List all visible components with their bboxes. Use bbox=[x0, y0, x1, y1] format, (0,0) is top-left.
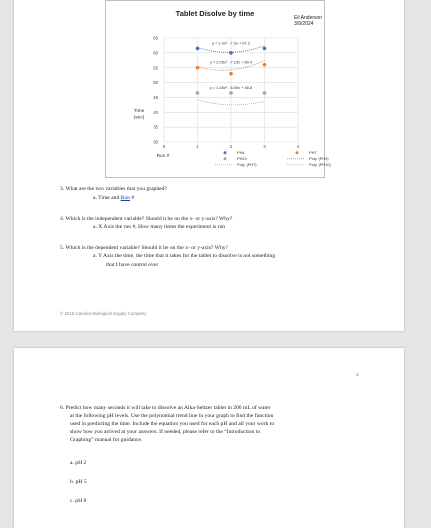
question-6-line2: at the following pH levels. Use the polynomial trend line in your graph to find the function bbox=[70, 413, 274, 419]
question-6-line3: used in predicting the time. Include the equation you used for each pH and all your work to bbox=[70, 421, 275, 427]
question-6b: b. pH 5 bbox=[70, 479, 87, 485]
question-4: 4. Which is the independent variable? Should it be on the x- or y-axis? Why? bbox=[60, 216, 233, 222]
document-page-1 bbox=[14, 0, 404, 331]
legend-marker-ph7 bbox=[296, 151, 299, 154]
x-tick-label: 4 bbox=[296, 144, 300, 149]
x-tick-label: 0 bbox=[162, 144, 166, 149]
answer-5a-line1: a. Y Axis the time, the time that it takes for the tablet to dissolve is not something bbox=[93, 253, 276, 259]
legend-label-ph4: PH4 bbox=[237, 150, 245, 155]
question-6-line4: show how you arrived at your answers. If needed, please refer to the “Introduction to bbox=[70, 429, 261, 435]
question-3: 3. What are the two variables that you graphed? bbox=[60, 186, 167, 192]
legend-trend-label-ph10: Poly. (PH10) bbox=[309, 162, 331, 167]
data-point-ph7 bbox=[263, 63, 267, 67]
y-tick-label: 30 bbox=[153, 139, 158, 145]
legend-label-ph7: PH7 bbox=[309, 150, 317, 155]
data-point-ph10 bbox=[229, 91, 233, 95]
chart-author: Eli Anderson bbox=[294, 15, 323, 21]
copyright-footer: © 2016 Carolina Biological Supply Company bbox=[60, 311, 147, 316]
question-6-line5: Graphing” manual for guidance. bbox=[70, 437, 143, 443]
legend-trend-label-ph4: Poly. (PH4) bbox=[309, 156, 329, 161]
chart-date: 3/9/2024 bbox=[294, 21, 314, 27]
data-point-ph4 bbox=[263, 47, 267, 51]
x-tick-label: 3 bbox=[263, 144, 266, 149]
answer-3a-suffix: # bbox=[130, 195, 135, 201]
answer-3a bbox=[93, 195, 134, 202]
trend-equation-ph4: y = 1.9x² - 7.3x + 67.2 bbox=[212, 40, 250, 46]
question-6c: c. pH 8 bbox=[70, 498, 87, 504]
y-tick-label: 35 bbox=[153, 124, 158, 130]
x-tick-label: 1 bbox=[196, 144, 199, 149]
answer-3a-run: Run bbox=[120, 195, 130, 201]
data-point-ph10 bbox=[196, 91, 200, 95]
legend-trend-label-ph7: Poly. (PH7) bbox=[237, 162, 257, 167]
legend-marker-ph4 bbox=[224, 151, 227, 154]
legend-marker-ph10 bbox=[224, 157, 227, 160]
question-6a: a. pH 2 bbox=[70, 460, 87, 466]
y-tick-label: 40 bbox=[153, 109, 158, 115]
y-tick-label: 65 bbox=[153, 35, 158, 41]
question-5: 5. Which is the dependent variable? Should it be on the x- or y-axis? Why? bbox=[60, 245, 229, 251]
chart-title: Tablet Disolve by time bbox=[175, 9, 255, 18]
data-point-ph4 bbox=[196, 47, 200, 51]
y-axis-label-line2: (sec) bbox=[133, 115, 145, 121]
chart-plot bbox=[106, 1, 331, 177]
y-tick-label: 55 bbox=[153, 65, 158, 71]
trend-equation-ph7: y = 2.05x² - 7.15x + 60.4 bbox=[209, 59, 253, 65]
page-number: 3 bbox=[356, 372, 359, 377]
data-point-ph7 bbox=[196, 66, 200, 70]
document-page-2 bbox=[14, 348, 404, 528]
y-tick-label: 50 bbox=[153, 80, 158, 86]
data-point-ph10 bbox=[263, 91, 267, 95]
answer-5a-line2: that I have control over bbox=[106, 262, 159, 268]
y-axis-label-line1: Time bbox=[133, 109, 145, 115]
y-tick-label: 45 bbox=[153, 95, 158, 101]
question-6-line1: 6. Predict how many seconds it will take to dissolve an Alka-Seltzer tablet in 200 mL of water bbox=[60, 405, 271, 411]
x-axis-label: Run # bbox=[156, 154, 170, 159]
answer-3a-text: a. Time and bbox=[93, 195, 121, 201]
answer-4a: a. X Axis the run #, How many times the experiment is run bbox=[93, 224, 226, 230]
y-tick-label: 60 bbox=[153, 50, 158, 56]
chart bbox=[105, 0, 331, 178]
x-tick-label: 2 bbox=[229, 144, 233, 149]
data-point-ph7 bbox=[229, 72, 233, 76]
trend-equation-ph10: y = 1.45x² - 6.05x + 48.8 bbox=[209, 84, 253, 90]
legend-label-ph10: PH10 bbox=[237, 156, 247, 161]
data-point-ph4 bbox=[229, 51, 233, 55]
